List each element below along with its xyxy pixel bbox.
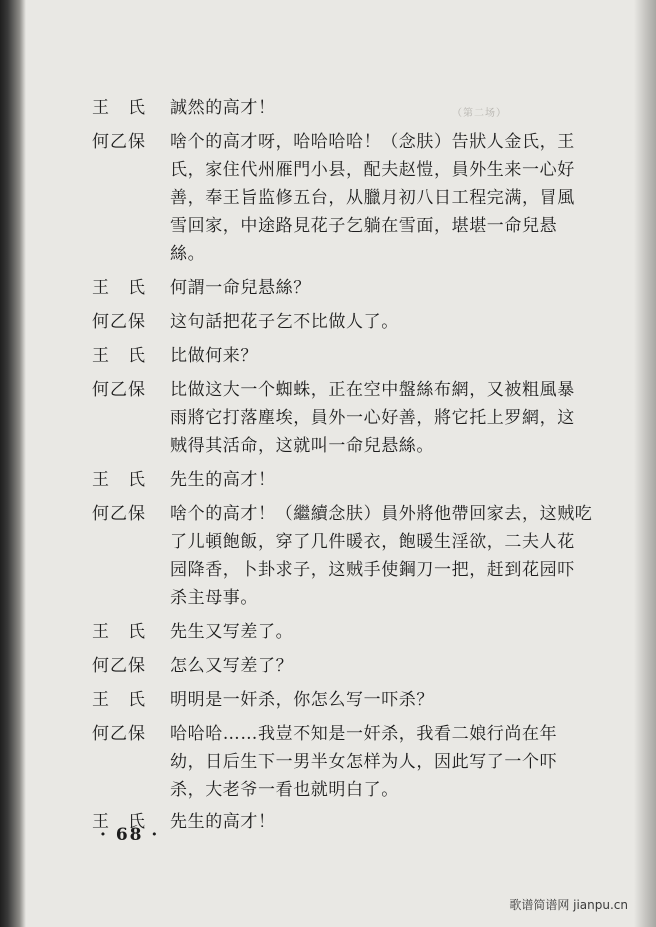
speaker-name: 王 氏 <box>92 690 146 710</box>
dialogue-line <box>92 652 612 680</box>
speech-text: 誠然的高才！ <box>170 98 276 118</box>
speaker-name: 王 氏 <box>92 278 146 298</box>
dialogue-line <box>92 308 612 336</box>
dialogue-line <box>92 128 612 268</box>
speech-text: 先生的高才！ <box>170 812 276 832</box>
dialogue-line <box>92 500 612 612</box>
dialogue-line <box>92 342 612 370</box>
dialogue-line <box>92 686 612 714</box>
speaker-name: 何乙保 <box>92 504 146 524</box>
dialogue-line <box>92 376 612 460</box>
dialogue-line <box>92 466 612 494</box>
speech-text: 先生又写差了。 <box>170 622 294 642</box>
speaker-name: 何乙保 <box>92 724 146 744</box>
site-watermark: 歌谱简谱网 jianpu.cn <box>509 898 628 912</box>
script-body <box>92 92 612 836</box>
dialogue-line <box>92 720 612 804</box>
dialogue-line <box>92 274 612 302</box>
speaker-name: 王 氏 <box>92 812 146 832</box>
speaker-name: 王 氏 <box>92 622 146 642</box>
dialogue-line <box>92 808 612 836</box>
speech-text: 啥个的高才！（繼續念肤）員外將他帶回家去，这贼吃 了儿頓飽飯，穿了几件暖衣，飽暖生淫欲，二夫人花 园降香，卜卦求子，这贼手使鋼刀一把，赶到花园吓 杀主母事。 <box>170 504 593 608</box>
page-binding-shadow <box>0 0 26 927</box>
speech-text: 啥个的高才呀，哈哈哈哈！（念肤）告狀人金氏，王 氏，家住代州雁門小县，配夫赵愷，員外生来一心好 善，奉王旨监修五台，从臘月初八日工程完满，冒風 雪回家，中途路見花子乞躺在雪面，堪堪一命兒悬 絲。 <box>170 132 575 264</box>
speaker-name: 何乙保 <box>92 380 146 400</box>
speech-text: 这句話把花子乞不比做人了。 <box>170 312 399 332</box>
page-number: · 68 · <box>100 825 160 845</box>
dialogue-line <box>92 94 612 122</box>
page-edge-shadow <box>634 0 656 927</box>
speech-text: 哈哈哈……我豈不知是一奸杀，我看二娘行尚在年 幼，日后生下一男半女怎样为人，因此写了一个吓 杀，大老爷一看也就明白了。 <box>170 724 558 800</box>
speaker-name: 何乙保 <box>92 132 146 152</box>
speech-text: 比做这大一个蜘蛛，正在空中盤絲布網，又被粗風暴 雨將它打落塵埃，員外一心好善，將它托上罗網，这 贼得其活命，这就叫一命兒悬絲。 <box>170 380 575 456</box>
speaker-name: 何乙保 <box>92 656 146 676</box>
speech-text: 先生的高才！ <box>170 470 276 490</box>
speech-text: 比做何来？ <box>170 346 258 366</box>
speaker-name: 王 氏 <box>92 470 146 490</box>
dialogue-line <box>92 618 612 646</box>
speaker-name: 王 氏 <box>92 346 146 366</box>
speech-text: 何謂一命兒悬絲？ <box>170 278 311 298</box>
header-mark: （第二场） <box>452 108 507 119</box>
speaker-name: 王 氏 <box>92 98 146 118</box>
speech-text: 怎么又写差了？ <box>170 656 294 676</box>
speaker-name: 何乙保 <box>92 312 146 332</box>
speech-text: 明明是一奸杀，你怎么写一吓杀？ <box>170 690 434 710</box>
